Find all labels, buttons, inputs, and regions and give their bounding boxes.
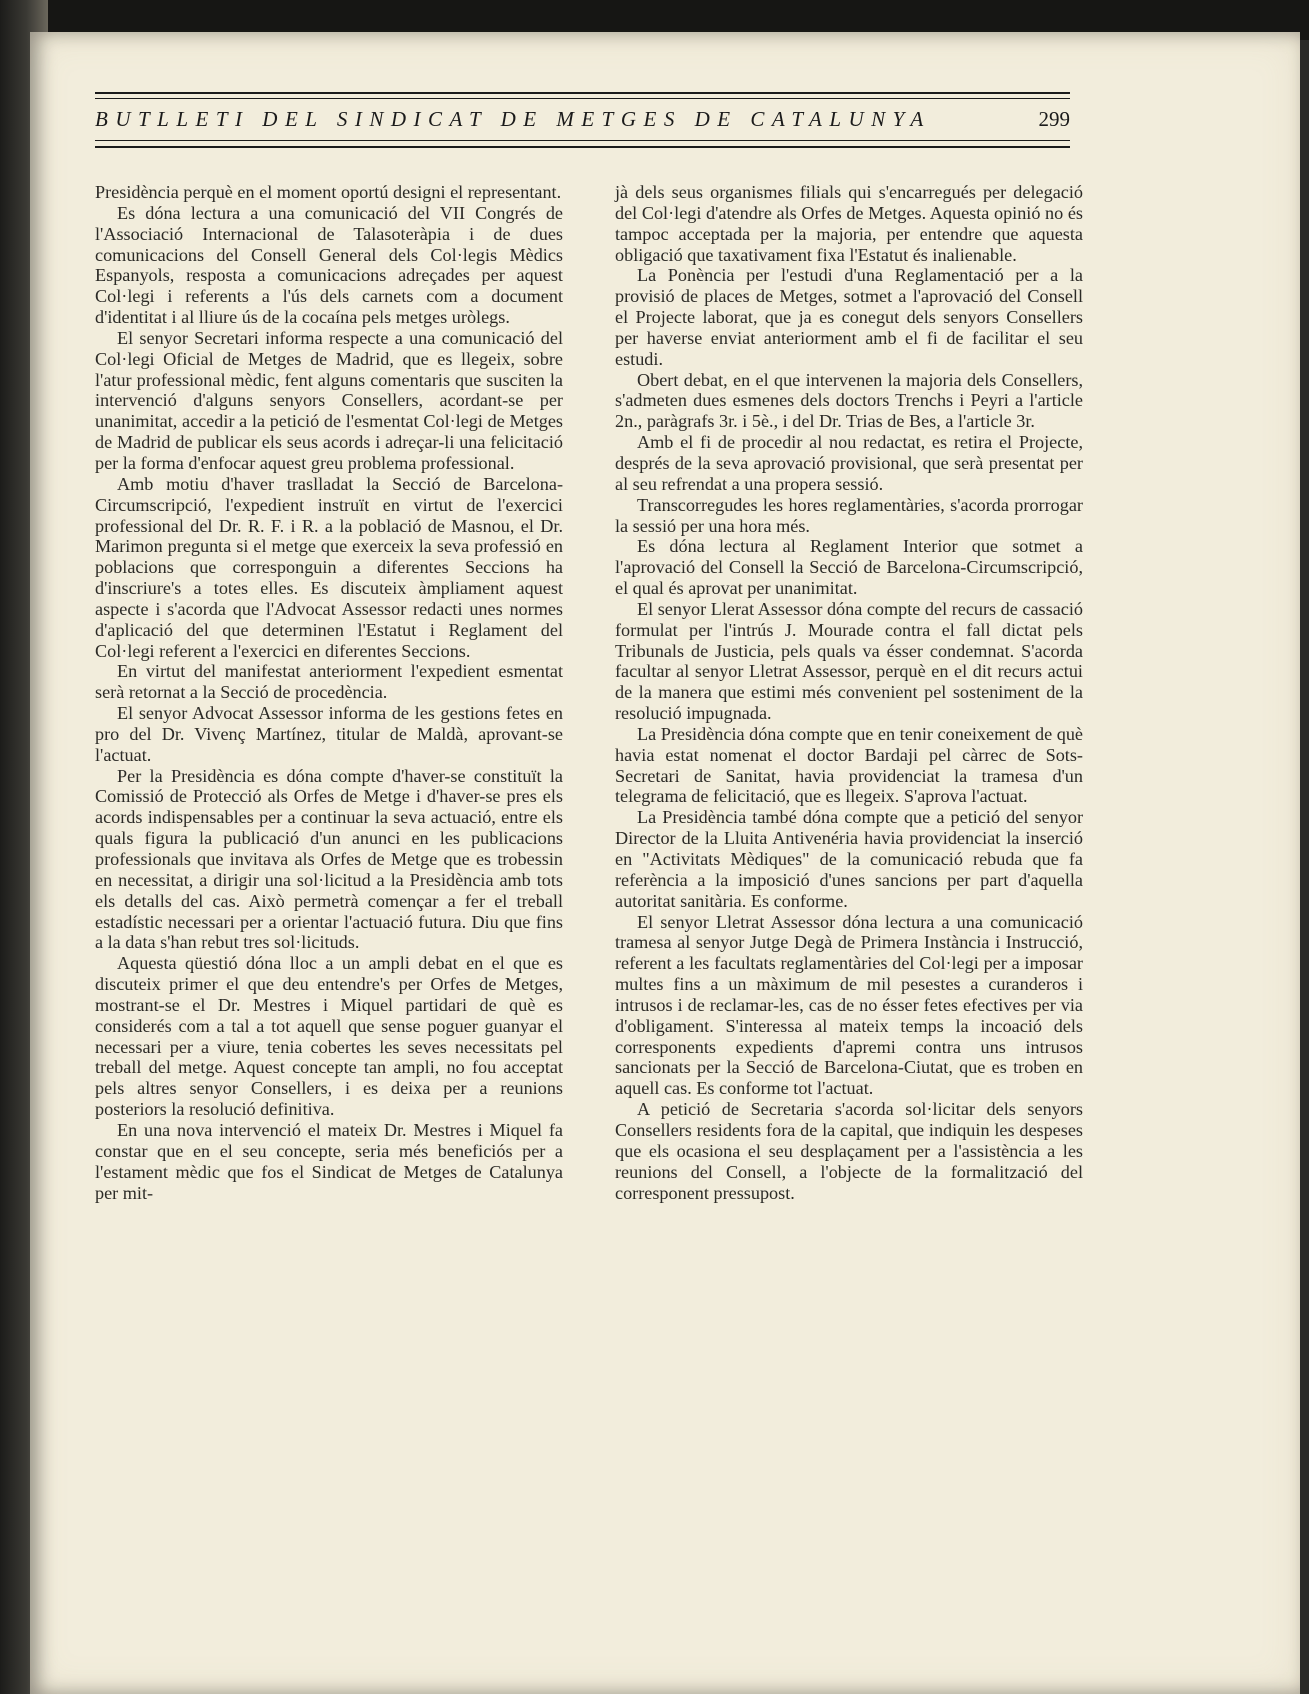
paragraph: En virtut del manifestat anteriorment l'expedient esmentat serà retornat a la Secció de procedència.: [95, 661, 563, 703]
header-rule-bottom-thin: [95, 140, 1070, 141]
header-rule-top: [95, 92, 1070, 94]
left-column: [95, 182, 563, 1203]
header-rule-bottom: [95, 146, 1070, 148]
running-header: [95, 92, 1070, 182]
paragraph: En una nova intervenció el mateix Dr. Mestres i Miquel fa constar que en el seu concepte, seria més beneficiós per a l'estament mèdic que fos el Sindicat de Metges de Catalunya per mit-: [95, 1119, 563, 1203]
paragraph: El senyor Llerat Assessor dóna compte del recurs de cassació formulat per l'intrús J. Mourade contra el fall dictat pels Tribunals de Justicia, pels quals va ésser condemnat. S'acorda facultar al senyor Lletrat Assessor, perquè en el dit recurs actui de la manera que estimi més convenient pel sosteniment de la resolució impugnada.: [615, 598, 1083, 724]
paragraph: jà dels seus organismes filials qui s'encarregués per delegació del Col·legi d'atendre als Orfes de Metges. Aquesta opinió no és tampoc acceptada per la majoria, per entendre que aquesta obligació que taxativament fixa l'Estatut és inalienable.: [615, 182, 1083, 265]
paragraph: Transcorregudes les hores reglamentàries, s'acorda prorrogar la sessió per una hora més.: [615, 494, 1083, 536]
paragraph: El senyor Lletrat Assessor dóna lectura a una comunicació tramesa al senyor Jutge Degà de Primera Instància i Instrucció, referent a les facultats reglamentàries del Col·legi per a imposar multes fins a un màximum de mil pesestes a curanderos i intrusos i de reclamar-les, cas de no ésser fetes efectives per via d'obligament. S'interessa al mateix temps la incoació dels corresponents expedients d'apremi contra uns intrusos sancionats per la Secció de Barcelona-Ciutat, que es troben en aquell cas. Es conforme tot l'actuat.: [615, 911, 1083, 1099]
paragraph: El senyor Advocat Assessor informa de les gestions fetes en pro del Dr. Vivenç Martínez, titular de Maldà, aprovant-se l'actuat.: [95, 703, 563, 765]
paragraph: Es dóna lectura al Reglament Interior que sotmet a l'aprovació del Consell la Secció de Barcelona-Circumscripció, el qual és aprovat per unanimitat.: [615, 536, 1083, 599]
paragraph: El senyor Secretari informa respecte a una comunicació del Col·legi Oficial de Metges de Madrid, que es llegeix, sobre l'atur professional mèdic, fent alguns comentaris que susciten la intervenció d'alguns senyors Consellers, acordant-se per unanimitat, accedir a la petició de l'esmentat Col·legi de Metges de Madrid de publicar els seus acords i adreçar-li una felicitació per la forma d'enfocar aquest greu problema professional.: [95, 327, 563, 473]
paragraph: Obert debat, en el que intervenen la majoria dels Consellers, s'admeten dues esmenes dels doctors Trenchs i Peyri a l'article 2n., paràgrafs 3r. i 5è., i del Dr. Trias de Bes, a l'article 3r.: [615, 369, 1083, 432]
paragraph: Amb motiu d'haver traslladat la Secció de Barcelona-Circumscripció, l'expedient instruït en virtut de l'exercici professional del Dr. R. F. i R. a la població de Masnou, el Dr. Marimon pregunta si el metge que exerceix la seva professió en poblacions que corresponguin a diferentes Seccions ha d'inscriure's a totes elles. Es discuteix àmpliament aquest aspecte i s'acorda que l'Advocat Assessor redacti unes normes d'aplicació del que determinen l'Estatut i Reglament del Col·legi referent a l'exercici en diferentes Seccions.: [95, 473, 563, 661]
journal-title: BUTLLETI DEL SINDICAT DE METGES DE CATALUNYA: [95, 107, 931, 131]
paragraph: A petició de Secretaria s'acorda sol·licitar dels senyors Consellers residents fora de la capital, que indiquin les despeses que els ocasiona el seu desplaçament per a l'assistència a les reunions del Consell, a l'objecte de la formalització del corresponent pressupost.: [615, 1099, 1083, 1203]
right-column: [615, 182, 1083, 1203]
paragraph: La Presidència dóna compte que en tenir coneixement de què havia estat nomenat el doctor Bardaji pel càrrec de Sots-Secretari de Sanitat, havia providenciat la tramesa d'un telegrama de felicitació, que es llegeix. S'aprova l'actuat.: [615, 723, 1083, 807]
paragraph: Es dóna lectura a una comunicació del VII Congrés de l'Associació Internacional de Talasoteràpia i de dues comunicacions del Consell General dels Col·legis Mèdics Espanyols, resposta a comunicacions adreçades per aquest Col·legi i referents a l'ús dels carnets com a document d'identitat i al lliure ús de la cocaína pels metges uròlegs.: [95, 202, 563, 328]
paragraph: Presidència perquè en el moment oportú designi el representant.: [95, 182, 562, 202]
paragraph: Amb el fi de procedir al nou redactat, es retira el Projecte, després de la seva aprovació provisional, que serà presentat per al seu refrendat a una propera sessió.: [615, 432, 1083, 494]
page-number: 299: [1038, 107, 1070, 131]
paragraph: Per la Presidència es dóna compte d'haver-se constituït la Comissió de Protecció als Orfes de Metge i d'haver-se pres els acords indispensables per a continuar la seva actuació, entre els quals figura la publicació d'un anunci en les publicacions professionals que invitava als Orfes de Metge que es trobessin en necessitat, a dirigir una sol·licitud a la Presidència amb tots els detalls del cas. Això permetrà començar a fer el treball estadístic necessari per a orientar l'actuació futura. Diu que fins a la data s'han rebut tres sol·licituds.: [95, 765, 563, 953]
paragraph: Aquesta qüestió dóna lloc a un ampli debat en el que es discuteix primer el que deu entendre's per Orfes de Metges, mostrant-se el Dr. Mestres i Miquel partidari de què es considerés com a tal a tot aquell que sense poguer guanyar el necessari per a viure, tenia cobertes les seves necessitats pel treball del metge. Aquest concepte tan ampli, no fou acceptat pels altres senyor Consellers, i es deixa per a reunions posteriors la resolució definitiva.: [95, 953, 563, 1120]
paragraph: La Ponència per l'estudi d'una Reglamentació per a la provisió de places de Metges, sotmet a l'aprovació del Consell el Projecte laborat, que ja es conegut dels senyors Consellers per haverse enviat anteriorment amb el fi de facilitar el seu estudi.: [615, 265, 1083, 369]
paragraph: La Presidència també dóna compte que a petició del senyor Director de la Lluita Antivenéria havia providenciat la inserció en "Activitats Mèdiques" de la comunicació rebuda que fa referència a la imposició d'unes sancions per part d'aquella autoritat sanitària. Es conforme.: [615, 807, 1083, 911]
article-body: [95, 182, 1085, 1462]
header-rule-top-thin: [95, 98, 1070, 99]
